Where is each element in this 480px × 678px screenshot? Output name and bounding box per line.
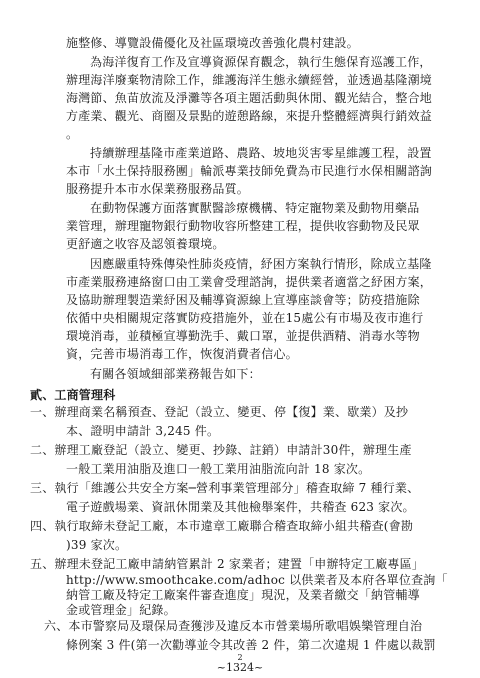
- list-item-line: 條例案 3 件(第一次勸導並令其改善 2 件，第二次違規 1 件處以裁罰: [66, 638, 436, 652]
- paragraph-line: 因應嚴重特殊傳染性肺炎疫情，紓困方案執行情形，除成立基隆: [90, 257, 432, 271]
- paragraph-line: 服務提升本市水保業務服務品質。: [66, 182, 250, 196]
- list-item-line: 二、辦理工廠登記（設立、變更、抄錄、註銷）申請計30件，辦理生產: [30, 443, 412, 457]
- paragraph-line: 業管理，辦理寵物銀行動物收容所整建工程，提供收容動物及民眾: [66, 219, 420, 233]
- paragraph-line: 環境消毒，並積極宣導勤洗手、戴口罩，並提供酒精、消毒水等物: [66, 329, 420, 343]
- paragraph-line: 本市「水土保持服務團」輪派專業技師免費為市民進行水保相關諮詢: [66, 164, 433, 178]
- section-heading: 貳、工商管理科: [30, 388, 116, 402]
- paragraph-line: 更舒適之收容及認領養環境。: [66, 237, 225, 251]
- list-item-line: 金或管理金」紀錄。: [66, 603, 176, 617]
- paragraph-line: 在動物保護方面落實獸醫診療機構、特定寵物業及動物用藥品: [90, 201, 420, 215]
- list-item-line: 四、執行取締未登記工廠，本市違章工廠聯合稽查取締小組共稽查(會勘: [30, 519, 414, 533]
- paragraph-line: 及協助辦理製造業紓困及輔導資源線上宣導座談會等；防疫措施除: [66, 293, 420, 307]
- page-number: 2: [237, 653, 243, 662]
- folio: ~1324~: [216, 661, 264, 674]
- list-item-line: 本、證明申請計 3,245 件。: [66, 424, 220, 438]
- list-item-line: 三、執行「維護公共安全方案─營利事業管理部分」稽查取締 7 種行業、: [30, 481, 420, 495]
- paragraph-line: 資，完善市場消毒工作，恢復消費者信心。: [66, 347, 298, 361]
- paragraph-line: 施整修、導覽設備優化及社區環境改善強化農村建設。: [66, 36, 359, 50]
- paragraph-line: 為海洋復育工作及宣導資源保育觀念，執行生態保育巡護工作，: [90, 55, 432, 69]
- paragraph-line: 依循中央相關規定落實防疫措施外，並在15處公有市場及夜市進行: [66, 311, 424, 325]
- paragraph-line: 市產業服務連絡窗口由工業會受理諮詢，提供業者適當之紓困方案，: [66, 275, 433, 289]
- list-item-line: 一般工業用油脂及進口一般工業用油脂流向計 18 家次。: [66, 462, 371, 476]
- paragraph-line: 方產業、觀光、商圈及景點的遊憩路線，來提升整體經濟與行銷效益: [66, 109, 433, 123]
- list-item-line: 六、本市警察局及環保局查獲涉及違反本市營業場所歌唱娛樂管理自治: [44, 619, 423, 633]
- list-item-url-line: http://www.smoothcake.com/adhoc 以供業者及本府各單位查詢「: [66, 573, 448, 587]
- paragraph-line: 辦理海洋廢棄物清除工作，維護海洋生態永續經營，並透過基隆潮境: [66, 73, 433, 87]
- paragraph-line: 海灣節、魚苗放流及淨灘等各項主題活動與休閒、觀光結合，整合地: [66, 91, 433, 105]
- list-item-line: 電子遊戲場業、資訊休閒業及其他檢舉案件，共稽查 623 家次。: [66, 500, 415, 514]
- list-item-line: )39 家次。: [66, 538, 128, 552]
- paragraph-line: 持續辦理基隆市產業道路、農路、坡地災害零星維護工程，設置: [90, 146, 432, 160]
- list-item-line: 五、辦理未登記工廠申請納管累計 2 家業者；建置「申辦特定工廠專區」: [30, 557, 425, 571]
- list-item-line: 納管工廠及特定工廠案件審查進度」現況，及業者繳交「納管輔導: [66, 588, 420, 602]
- paragraph-line: 。: [66, 127, 79, 141]
- paragraph-line: 有關各領域細部業務報告如下：: [90, 367, 261, 381]
- list-item-line: 一、辦理商業名稱預查、登記（設立、變更、停【復】業、歇業）及抄: [30, 405, 409, 419]
